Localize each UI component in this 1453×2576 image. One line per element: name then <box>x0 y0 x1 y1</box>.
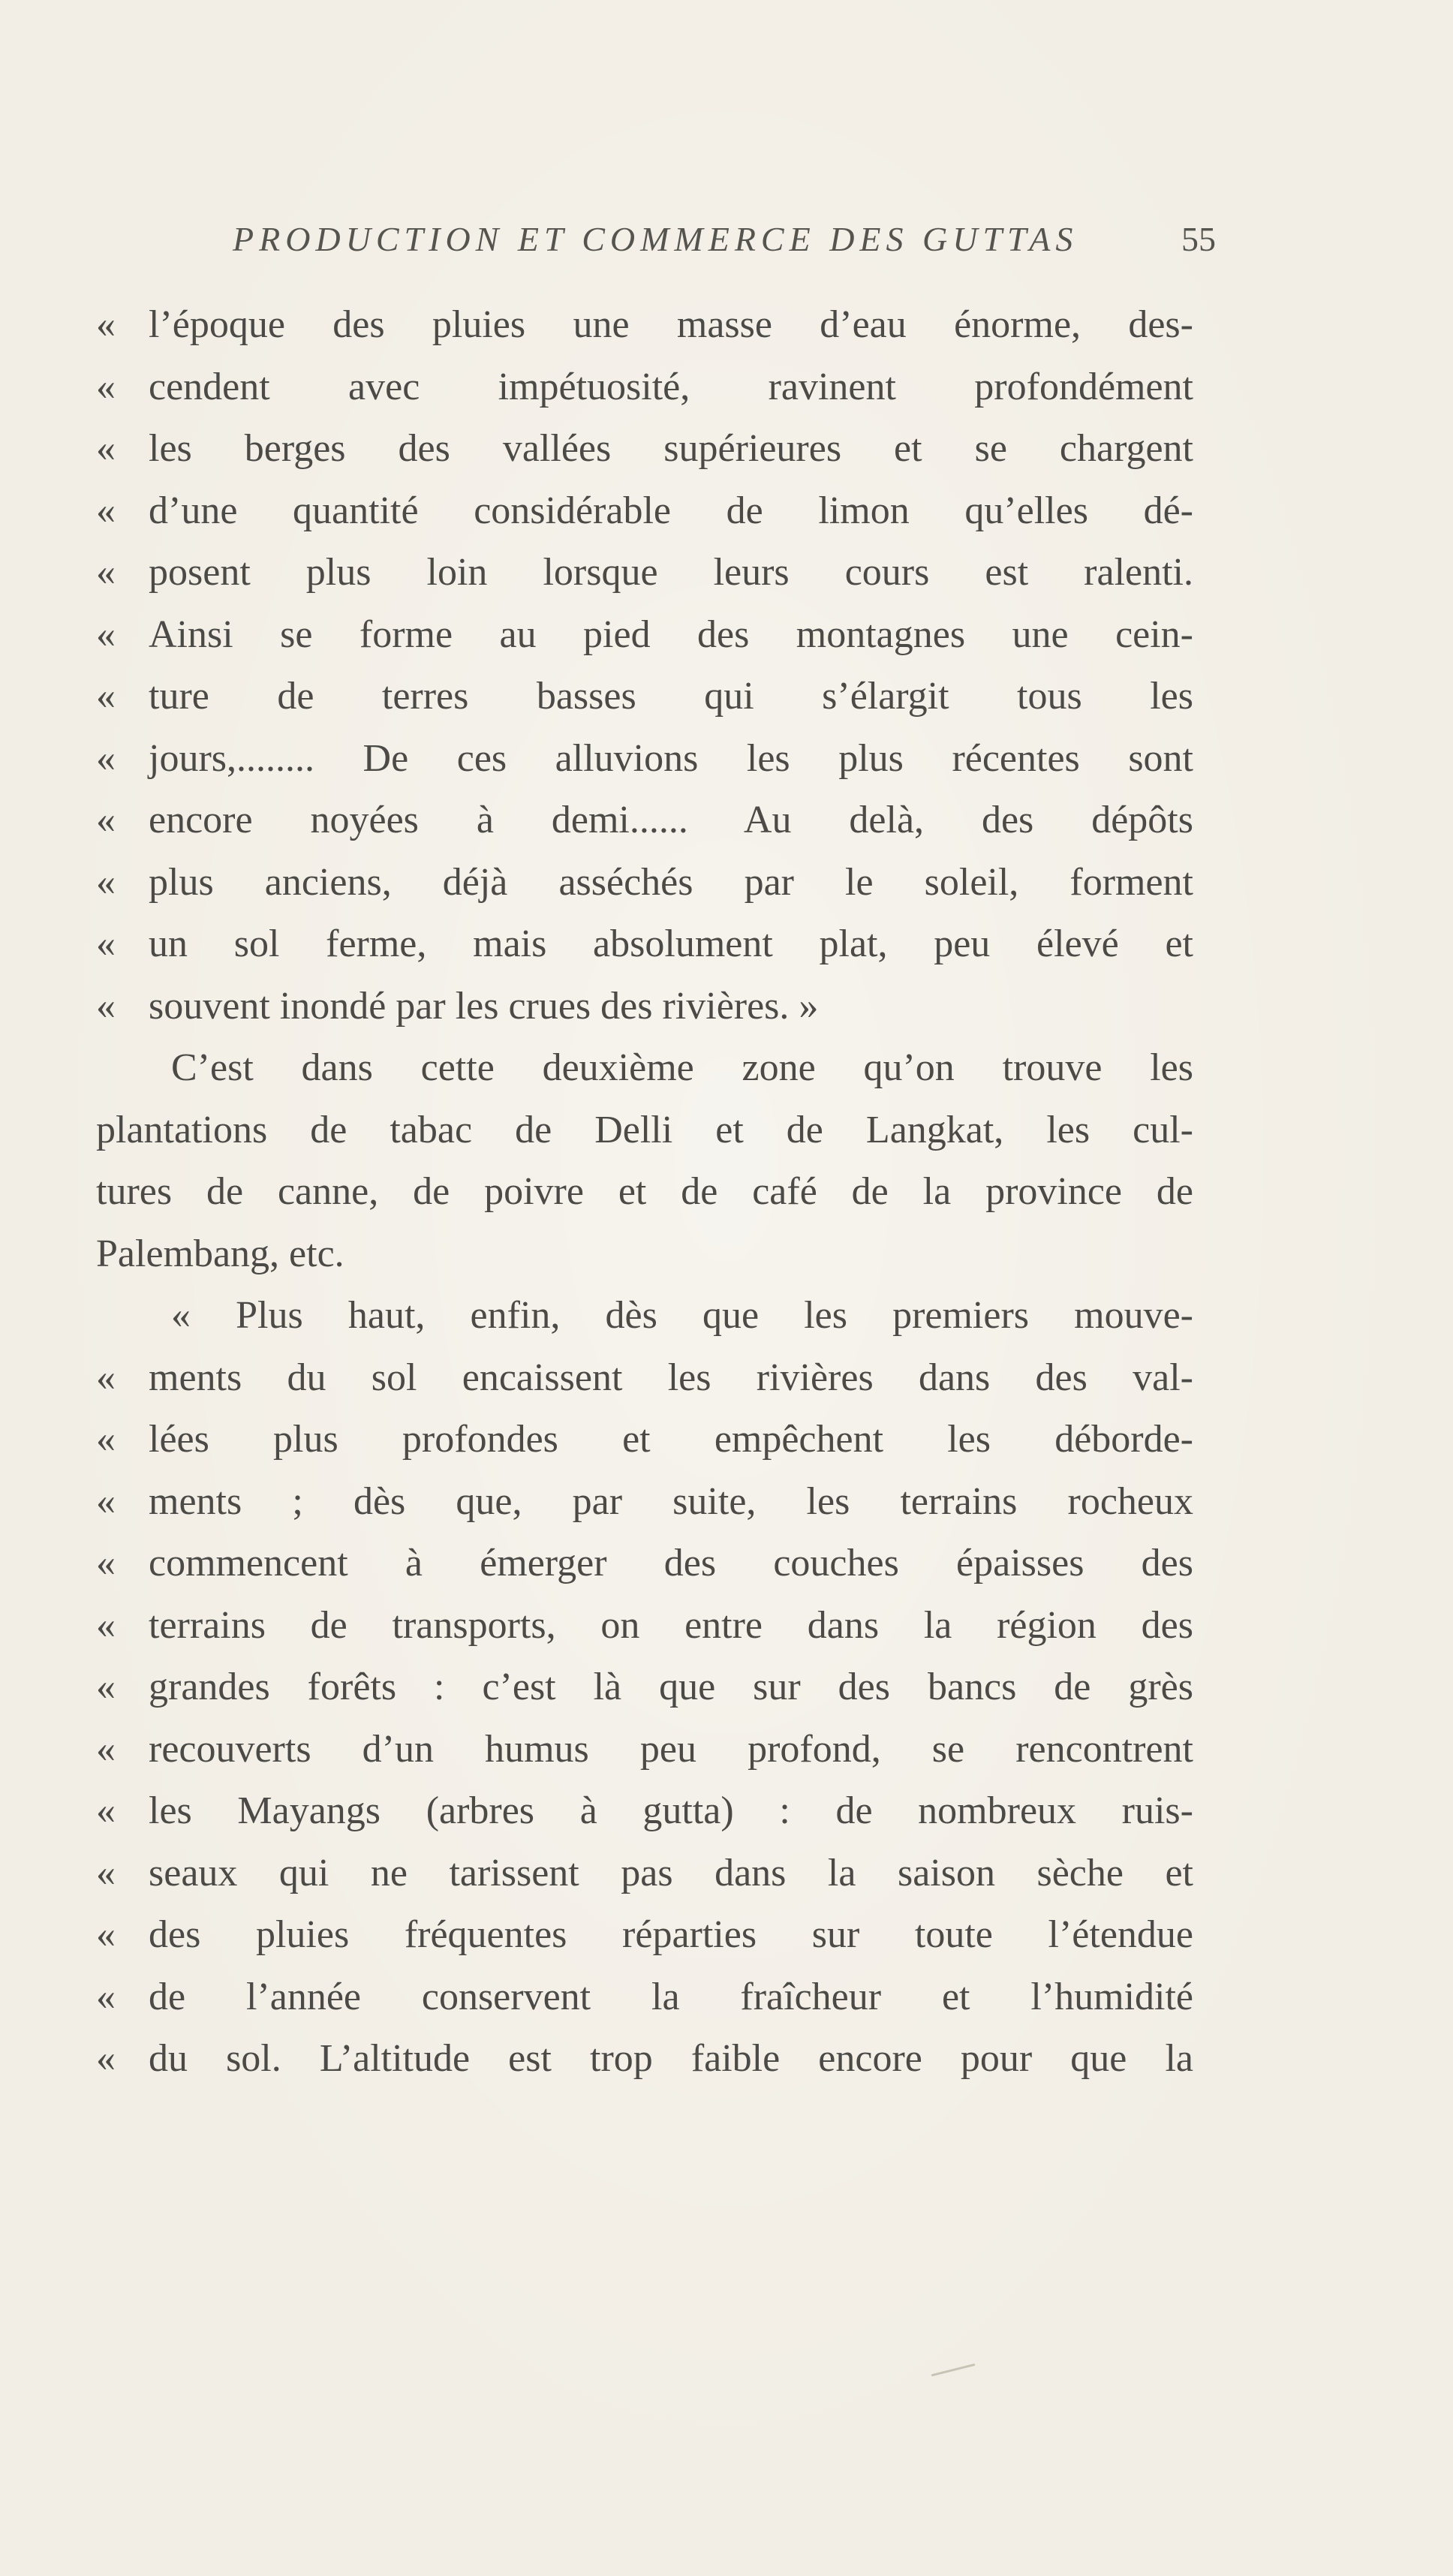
quote-mark: « <box>96 612 116 656</box>
text-line <box>96 1780 1193 1843</box>
text-line <box>96 852 1193 914</box>
running-title: PRODUCTION ET COMMERCE DES GUTTAS <box>233 220 1078 258</box>
text-line <box>96 976 1193 1038</box>
line-text: « Plus haut, enfin, dès que les premiers mouve- <box>171 1294 1193 1337</box>
line-text: plus anciens, déjà asséchés par le soleil, forment <box>149 860 1193 904</box>
body-text <box>96 294 1193 2090</box>
quote-mark: « <box>96 303 116 346</box>
running-head <box>90 212 1216 272</box>
text-line <box>96 666 1193 728</box>
line-text: tures de canne, de poivre et de café de la province de <box>96 1170 1193 1213</box>
quote-mark: « <box>96 1789 116 1832</box>
line-text: jours,........ De ces alluvions les plus récentes sont <box>149 736 1193 780</box>
line-text: ments du sol encaissent les rivières dans des val- <box>149 1356 1193 1399</box>
line-text: l’époque des pluies une masse d’eau énorme, des- <box>149 303 1193 346</box>
text-line <box>96 604 1193 667</box>
quote-mark: « <box>96 1975 116 2018</box>
line-text: posent plus loin lorsque leurs cours est ralenti. <box>149 551 1193 594</box>
line-text: recouverts d’un humus peu profond, se rencontrent <box>149 1727 1193 1771</box>
page-number: 55 <box>1181 220 1216 258</box>
text-line <box>96 1285 1193 1347</box>
text-line <box>96 913 1193 976</box>
text-line <box>96 1904 1193 1967</box>
line-text: cendent avec impétuosité, ravinent profondément <box>149 365 1193 408</box>
text-line <box>96 1843 1193 1905</box>
quote-mark: « <box>96 1913 116 1956</box>
line-text: lées plus profondes et empêchent les déborde- <box>149 1418 1193 1461</box>
line-text: plantations de tabac de Delli et de Langkat, les cul- <box>96 1108 1193 1151</box>
quote-mark: « <box>96 1666 116 1708</box>
line-text: seaux qui ne tarissent pas dans la saison sèche et <box>149 1851 1193 1894</box>
line-text: les Mayangs (arbres à gutta) : de nombreux ruis- <box>149 1789 1193 1832</box>
quote-mark: « <box>96 427 116 470</box>
line-text: Ainsi se forme au pied des montagnes une cein- <box>149 612 1193 656</box>
text-line <box>96 1100 1193 1162</box>
quote-mark: « <box>96 1727 116 1771</box>
text-line <box>96 728 1193 790</box>
text-line <box>96 1161 1193 1223</box>
quote-mark: « <box>96 736 116 780</box>
text-line <box>96 418 1193 480</box>
quote-mark: « <box>96 1542 116 1584</box>
quote-mark: « <box>96 984 116 1028</box>
text-line <box>96 790 1193 852</box>
text-line <box>96 1533 1193 1595</box>
text-line <box>96 294 1193 357</box>
line-text: des pluies fréquentes réparties sur toute l’étendue <box>149 1913 1193 1956</box>
line-text: C’est dans cette deuxième zone qu’on trouve les <box>171 1046 1193 1089</box>
line-text: ments ; dès que, par suite, les terrains rocheux <box>149 1479 1193 1523</box>
quote-mark: « <box>96 1603 116 1647</box>
text-line <box>96 1657 1193 1719</box>
line-text: de l’année conservent la fraîcheur et l’humidité <box>149 1975 1193 2018</box>
quote-mark: « <box>96 922 116 965</box>
line-text: grandes forêts : c’est là que sur des bancs de grès <box>149 1666 1193 1708</box>
text-line <box>96 1409 1193 1471</box>
line-text: d’une quantité considérable de limon qu’elles dé- <box>149 489 1193 532</box>
text-line <box>96 2028 1193 2090</box>
line-text: un sol ferme, mais absolument plat, peu élevé et <box>149 922 1193 965</box>
text-line <box>96 480 1193 543</box>
quote-mark: « <box>96 675 116 718</box>
text-line <box>96 1347 1193 1410</box>
text-line <box>96 1967 1193 2029</box>
quote-mark: « <box>96 799 116 841</box>
text-line <box>96 357 1193 419</box>
quote-mark: « <box>96 1418 116 1461</box>
quote-mark: « <box>96 1479 116 1523</box>
line-text: Palembang, etc. <box>96 1232 344 1275</box>
line-text: du sol. L’altitude est trop faible encore pour que la <box>149 2037 1193 2080</box>
line-text: souvent inondé par les crues des rivières. » <box>149 984 819 1028</box>
text-line <box>96 1471 1193 1533</box>
quote-mark: « <box>96 489 116 532</box>
quote-mark: « <box>96 1356 116 1399</box>
text-line <box>96 1223 1193 1286</box>
line-text: encore noyées à demi...... Au delà, des dépôts <box>149 799 1193 841</box>
quote-mark: « <box>96 365 116 408</box>
text-line <box>96 542 1193 604</box>
paper-mark <box>931 2364 976 2376</box>
quote-mark: « <box>96 2037 116 2080</box>
line-text: commencent à émerger des couches épaisses des <box>149 1542 1193 1584</box>
line-text: les berges des vallées supérieures et se chargent <box>149 427 1193 470</box>
quote-mark: « <box>96 551 116 594</box>
line-text: terrains de transports, on entre dans la région des <box>149 1603 1193 1647</box>
text-line <box>96 1037 1193 1100</box>
line-text: ture de terres basses qui s’élargit tous les <box>149 675 1193 718</box>
quote-mark: « <box>96 1851 116 1894</box>
text-line <box>96 1595 1193 1657</box>
quote-mark: « <box>96 860 116 904</box>
text-line <box>96 1719 1193 1781</box>
